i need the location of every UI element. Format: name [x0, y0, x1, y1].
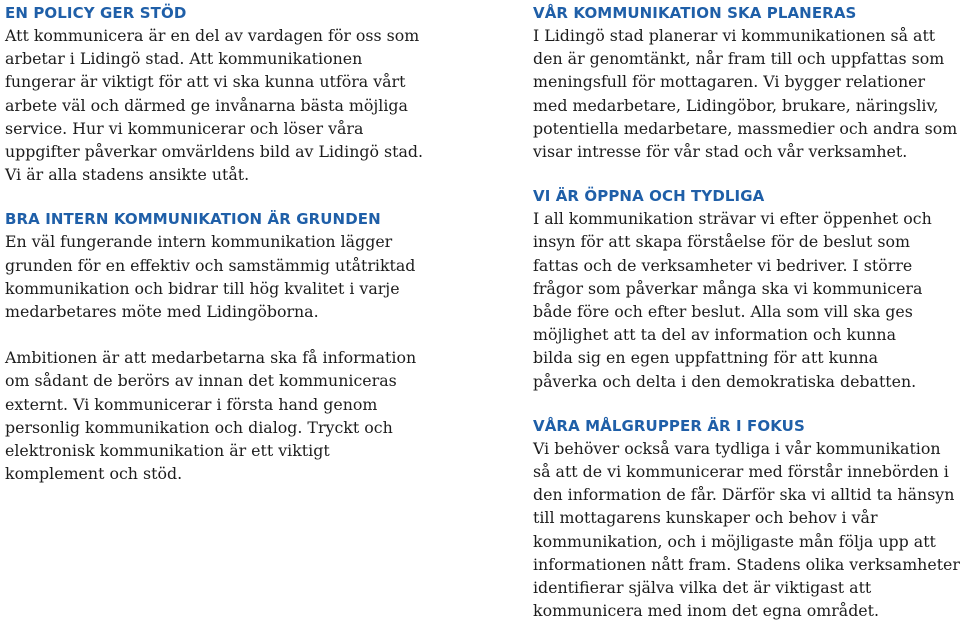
section-paragraph: Ambitionen är att medarbetarna ska få information om sådant de berörs av innan det kommuniceras externt. Vi kommunicerar i första hand genom personlig kommunikation och dialog. Tryckt och elektronisk kommunikation är ett viktigt komplement och stöd.	[5, 348, 417, 484]
section-vi-ar-oppna-och-tydliga	[533, 185, 960, 393]
section-heading: BRA INTERN KOMMUNIKATION ÄR GRUNDEN	[5, 210, 381, 229]
section-en-policy-ger-stod	[5, 2, 445, 186]
section-paragraph: I all kommunikation strävar vi efter öppenhet och insyn för att skapa förståelse för de beslut som fattas och de verksamheter vi bedriver. I större frågor som påverkar många ska vi kommunicera både före och efter beslut. Alla som vill ska ges möjlighet att ta del av information och kunna bilda sig en egen uppfattning för att kunna påverka och delta i den demokratiska debatten.	[533, 209, 932, 391]
section-heading: VÅR KOMMUNIKATION SKA PLANERAS	[533, 4, 857, 22]
section-heading: VI ÄR ÖPPNA OCH TYDLIGA	[533, 187, 765, 206]
left-column	[5, 2, 445, 485]
section-heading: VÅRA MÅLGRUPPER ÄR I FOKUS	[533, 416, 805, 435]
section-paragraph: Att kommunicera är en del av vardagen för oss som arbetar i Lidingö stad. Att kommunikationen fungerar är viktigt för att vi ska kunna utföra vårt arbete väl och därmed ge invånarna bästa möjliga service. Hur vi kommunicerar och löser våra uppgifter påverkar omvärldens bild av Lidingö stad. Vi är alla stadens ansikte utåt.	[5, 26, 424, 185]
section-paragraph: Vi behöver också vara tydliga i vår kommunikation så att de vi kommunicerar med förstår innebörden i den information de får. Därför ska vi alltid ta hänsyn till mottagarens kunskaper och behov i vår kommunikation, och i möjligaste mån följa upp att informationen nått fram. Stadens olika verksamheter identifierar själva vilka det är viktigast att kommunicera med inom det egna området.	[533, 438, 960, 621]
section-paragraph: I Lidingö stad planerar vi kommunikationen så att den är genomtänkt, når fram till och uppfattas som meningsfull för mottagaren. Vi bygger relationer med medarbetare, Lidingöbor, brukare, näringsliv, potentiella medarbetare, massmedier och andra som visar intresse för vår stad och vår verksamhet.	[533, 26, 958, 162]
section-paragraph: En väl fungerande intern kommunikation lägger grunden för en effektiv och samstämmig utåtriktad kommunikation och bidrar till hög kvalitet i varje medarbetares möte med Lidingöborna.	[5, 232, 416, 322]
section-vara-malgrupper-ar-i-fokus	[533, 415, 960, 623]
right-column	[533, 2, 960, 622]
section-heading: EN POLICY GER STÖD	[5, 4, 187, 22]
section-bra-intern-kommunikation	[5, 208, 445, 485]
section-var-kommunikation-ska-planeras	[533, 2, 960, 163]
